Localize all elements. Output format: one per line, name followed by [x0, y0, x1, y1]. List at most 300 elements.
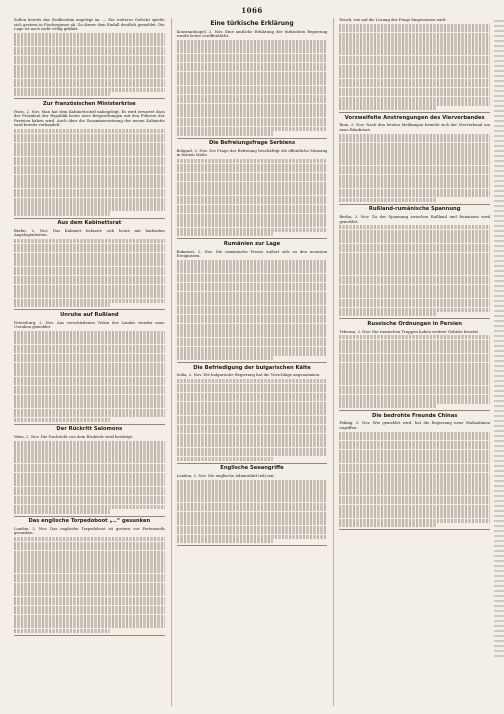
text-line	[14, 276, 165, 280]
text-line	[177, 306, 328, 310]
text-line	[177, 86, 328, 90]
text-line	[339, 69, 490, 73]
article-heading: Unruhe auf Rußland	[60, 311, 119, 318]
text-line	[339, 349, 490, 353]
text-line	[177, 81, 328, 85]
text-line	[177, 452, 328, 456]
text-line	[177, 44, 328, 48]
text-line	[177, 191, 328, 195]
article-heading: Aus dem Kabinettsrat	[57, 220, 122, 227]
text-line	[177, 182, 328, 186]
text-line	[177, 76, 328, 80]
columns	[14, 18, 490, 706]
text-line	[177, 484, 328, 488]
text-line	[339, 367, 490, 371]
text-line	[14, 482, 165, 486]
text-line	[339, 344, 490, 348]
text-line	[339, 276, 490, 280]
article-paragraph: Druck, wie auf die Lösung der Frage hingewiesen wird.	[339, 18, 447, 22]
text-line	[177, 164, 328, 168]
text-line	[177, 429, 328, 433]
article-paragraph: Belgrad, 2. Nov. Die Frage der Befreiung beschäftigt die öffentliche Meinung in hohem Maße.	[176, 147, 328, 158]
text-line	[339, 523, 435, 527]
text-line	[177, 283, 328, 287]
text-line	[339, 299, 490, 303]
text-line	[339, 280, 490, 284]
text-line	[177, 131, 273, 135]
text-line	[177, 333, 328, 337]
text-line	[339, 189, 490, 193]
text-line	[177, 228, 328, 232]
article-paragraph: Paris, 2. Nov. Man hat dem Kabinettschef nahegelegt. Es wird erwartet dass der Präsident der Republik heute neue Besprechungen mit den Führern der Parteien haben wird. Auch über die Zusammensetzung des neuen Kabinetts wird bereits verhandelt.	[14, 108, 165, 128]
text-line	[339, 266, 490, 270]
text-line	[14, 303, 110, 307]
article-paragraph: Sollen bereits das Zivilkostüm angelegt an. — Ein weiteres Gefecht spielte sich gestern in Fischergasse ab. Zu dieser dem Einfall deutlich gemeldet. Die Lage ist noch nicht völlig geklärt.	[14, 18, 165, 32]
text-line	[339, 450, 490, 454]
text-line	[339, 170, 490, 174]
text-line	[177, 434, 328, 438]
text-line	[177, 535, 328, 539]
page-edge-ruler	[494, 20, 504, 660]
text-line	[14, 578, 165, 582]
text-line	[177, 54, 328, 58]
text-line	[14, 367, 165, 371]
text-line	[177, 72, 328, 76]
text-line	[14, 619, 165, 623]
text-line	[14, 289, 165, 293]
text-line	[177, 122, 328, 126]
text-line	[339, 92, 490, 96]
text-line	[339, 88, 490, 92]
text-line	[14, 413, 165, 417]
text-line	[339, 101, 490, 105]
text-line	[339, 248, 490, 252]
text-line	[14, 138, 165, 142]
text-line	[14, 189, 165, 193]
article-paragraph: Petersburg, 2. Nov. Aus verschiedenen Teilen des Landes werden neue Unruhen gemeldet.	[14, 319, 165, 330]
section-divider	[339, 112, 490, 113]
text-line	[14, 491, 165, 495]
text-line	[339, 399, 490, 403]
text-line	[177, 269, 328, 273]
text-line	[14, 464, 165, 468]
text-line	[177, 379, 328, 383]
column-1	[14, 18, 165, 706]
text-line	[339, 395, 490, 399]
text-line	[339, 500, 490, 504]
text-line	[339, 193, 490, 197]
text-line	[14, 244, 165, 248]
text-line	[177, 301, 328, 305]
text-line	[14, 166, 165, 170]
text-line	[14, 542, 165, 546]
text-line	[14, 450, 165, 454]
text-line	[14, 211, 110, 215]
article-heading: Das englische Torpedoboot „..“ gesunken	[28, 518, 151, 525]
text-line	[14, 569, 165, 573]
text-line	[339, 161, 490, 165]
text-line	[339, 60, 490, 64]
text-line	[14, 239, 165, 243]
text-line	[177, 205, 328, 209]
column-2	[171, 18, 328, 706]
text-line	[339, 294, 490, 298]
text-line	[177, 99, 328, 103]
text-line	[339, 239, 490, 243]
page-number: 1066	[241, 6, 263, 15]
text-line	[177, 356, 273, 360]
text-line	[14, 574, 165, 578]
text-line	[177, 347, 328, 351]
article-heading: Zur französischen Ministerkrise	[43, 100, 136, 107]
text-line	[14, 129, 165, 133]
text-line	[339, 230, 490, 234]
text-line	[339, 285, 490, 289]
text-line	[339, 376, 490, 380]
text-line	[177, 274, 328, 278]
text-line	[177, 296, 328, 300]
text-line	[177, 104, 328, 108]
text-line	[14, 345, 165, 349]
text-line	[339, 37, 490, 41]
text-line	[177, 118, 328, 122]
text-line	[14, 468, 165, 472]
text-line	[14, 147, 165, 151]
text-line	[14, 193, 165, 197]
text-line	[339, 152, 490, 156]
text-line	[14, 624, 165, 628]
text-line	[177, 310, 328, 314]
text-line	[177, 127, 328, 131]
text-line	[14, 134, 165, 138]
text-line	[14, 202, 165, 206]
text-line	[177, 58, 328, 62]
section-divider	[14, 516, 165, 517]
text-line	[177, 186, 328, 190]
text-line	[339, 24, 490, 28]
text-line	[14, 546, 165, 550]
text-line	[339, 166, 490, 170]
text-line	[14, 473, 165, 477]
text-line	[177, 168, 328, 172]
text-line	[14, 267, 165, 271]
text-line	[14, 262, 165, 266]
text-line	[339, 262, 490, 266]
article-heading: Rumänien zur Lage	[223, 240, 281, 247]
text-line	[14, 65, 165, 69]
text-line	[177, 489, 328, 493]
text-line	[14, 83, 165, 87]
text-line	[14, 509, 110, 513]
text-line	[14, 399, 165, 403]
text-line	[339, 42, 490, 46]
text-line	[14, 537, 165, 541]
section-divider	[177, 545, 328, 546]
text-line	[177, 384, 328, 388]
text-line	[177, 530, 328, 534]
text-line	[14, 79, 165, 83]
text-line	[14, 505, 165, 509]
article-paragraph: Wien, 2. Nov. Die Nachricht von dem Rücktritt wird bestätigt.	[14, 434, 134, 440]
text-line	[339, 482, 490, 486]
text-line	[177, 90, 328, 94]
text-line	[14, 404, 165, 408]
article-heading: Der Rückritt Salomons	[56, 426, 123, 433]
text-line	[339, 509, 490, 513]
section-divider	[14, 424, 165, 425]
text-line	[177, 480, 328, 484]
text-line	[177, 200, 328, 204]
text-line	[339, 459, 490, 463]
text-line	[14, 335, 165, 339]
text-line	[339, 46, 490, 50]
text-line	[14, 597, 165, 601]
text-line	[339, 491, 490, 495]
section-divider	[14, 309, 165, 310]
text-line	[14, 629, 110, 633]
text-line	[177, 113, 328, 117]
article-heading: Die Befriedigung der bulgarischen Kälte	[193, 364, 311, 371]
text-line	[339, 354, 490, 358]
text-line	[14, 299, 165, 303]
newspaper-page	[14, 6, 490, 706]
section-divider	[177, 463, 328, 464]
text-line	[339, 486, 490, 490]
text-line	[14, 42, 165, 46]
text-line	[14, 395, 165, 399]
text-line	[14, 500, 165, 504]
text-line	[14, 280, 165, 284]
text-line	[339, 97, 490, 101]
text-line	[339, 390, 490, 394]
text-line	[14, 409, 165, 413]
text-line	[14, 179, 165, 183]
text-line	[14, 285, 165, 289]
text-line	[14, 271, 165, 275]
text-line	[14, 51, 165, 55]
text-line	[14, 207, 165, 211]
text-line	[339, 468, 490, 472]
text-line	[339, 56, 490, 60]
text-line	[14, 560, 165, 564]
text-line	[14, 610, 165, 614]
text-line	[14, 390, 165, 394]
section-divider	[177, 238, 328, 239]
text-line	[14, 477, 165, 481]
text-line	[339, 372, 490, 376]
text-line	[339, 335, 490, 339]
text-line	[14, 592, 165, 596]
text-line	[177, 209, 328, 213]
section-divider	[339, 318, 490, 319]
text-line	[339, 505, 490, 509]
text-line	[14, 354, 165, 358]
text-line	[14, 248, 165, 252]
text-line	[177, 503, 328, 507]
text-line	[177, 539, 273, 543]
text-line	[339, 464, 490, 468]
text-line	[177, 324, 328, 328]
section-divider	[14, 635, 165, 636]
text-line	[339, 253, 490, 257]
text-line	[339, 454, 490, 458]
text-line	[339, 432, 490, 436]
text-line	[339, 33, 490, 37]
text-line	[14, 601, 165, 605]
text-line	[14, 418, 110, 422]
text-line	[14, 487, 165, 491]
article-heading: Englische Seeangriffe	[220, 465, 284, 472]
text-line	[14, 257, 165, 261]
article-heading: Die Befreiungsfrage Serbiens	[208, 140, 296, 147]
text-line	[14, 555, 165, 559]
text-line	[14, 170, 165, 174]
article-heading: Die bedrohte Freunde Chinas	[372, 412, 458, 419]
text-line	[339, 184, 490, 188]
text-line	[339, 496, 490, 500]
text-line	[339, 303, 490, 307]
text-line	[177, 287, 328, 291]
text-line	[177, 388, 328, 392]
text-line	[177, 40, 328, 44]
text-line	[339, 363, 490, 367]
text-line	[14, 175, 165, 179]
text-line	[177, 493, 328, 497]
text-line	[339, 514, 490, 518]
article-paragraph: Berlin, 2. Nov. Das Kabinett befasste sich heute mit laufenden Angelegenheiten.	[14, 227, 165, 238]
text-line	[339, 386, 490, 390]
text-line	[14, 587, 165, 591]
text-line	[14, 152, 165, 156]
text-line	[339, 79, 490, 83]
section-divider	[14, 98, 165, 99]
text-line	[339, 198, 435, 202]
text-line	[177, 223, 328, 227]
text-line	[14, 56, 165, 60]
text-line	[14, 88, 165, 92]
article-heading: Eine türkische Erklärung	[210, 20, 294, 27]
text-line	[177, 351, 328, 355]
text-line	[177, 319, 328, 323]
text-line	[14, 606, 165, 610]
text-line	[14, 74, 165, 78]
section-divider	[339, 410, 490, 411]
text-line	[339, 257, 490, 261]
article-paragraph: London, 2. Nov. Die englische Admiralität teilt mit.	[176, 473, 275, 479]
text-line	[339, 234, 490, 238]
text-line	[14, 372, 165, 376]
section-divider	[14, 218, 165, 219]
text-line	[177, 393, 328, 397]
article-paragraph: London, 2. Nov. Das englische Torpedoboot ist gestern vor Portsmouth gesunken.	[14, 525, 165, 536]
text-line	[339, 441, 490, 445]
text-line	[339, 83, 490, 87]
text-line	[14, 615, 165, 619]
text-line	[339, 179, 490, 183]
article-paragraph: Peking, 2. Nov. Wie gemeldet wird, hat die Regierung neue Maßnahmen ergriffen.	[339, 420, 491, 430]
text-line	[177, 278, 328, 282]
text-line	[14, 253, 165, 257]
text-line	[14, 161, 165, 165]
text-line	[177, 425, 328, 429]
text-line	[14, 564, 165, 568]
text-line	[14, 377, 165, 381]
text-line	[177, 67, 328, 71]
text-line	[177, 521, 328, 525]
text-line	[14, 363, 165, 367]
text-line	[177, 49, 328, 53]
text-line	[339, 404, 435, 408]
text-line	[177, 292, 328, 296]
section-divider	[339, 204, 490, 205]
article-paragraph: Berlin, 2. Nov. Zu der Spannung zwischen Rußland und Rumänien wird gemeldet.	[339, 214, 491, 224]
text-line	[14, 454, 165, 458]
article-heading: Russische Ordnungen in Persien	[367, 320, 462, 327]
text-line	[14, 157, 165, 161]
text-line	[339, 65, 490, 69]
text-line	[14, 184, 165, 188]
text-line	[177, 214, 328, 218]
text-line	[177, 406, 328, 410]
text-line	[177, 315, 328, 319]
text-line	[14, 583, 165, 587]
article-paragraph: Sofia, 2. Nov. Die bulgarische Regierung hat die Vorschläge angenommen.	[176, 372, 321, 378]
text-line	[339, 312, 435, 316]
text-line	[339, 477, 490, 481]
text-line	[339, 244, 490, 248]
text-line	[339, 381, 490, 385]
text-line	[339, 445, 490, 449]
text-line	[339, 51, 490, 55]
text-line	[177, 108, 328, 112]
text-line	[177, 420, 328, 424]
text-line	[14, 294, 165, 298]
text-line	[177, 498, 328, 502]
text-line	[339, 138, 490, 142]
text-line	[177, 512, 328, 516]
text-line	[14, 441, 165, 445]
text-line	[177, 338, 328, 342]
text-line	[339, 28, 490, 32]
article-paragraph: Bukarest, 2. Nov. Die rumänische Presse äußert sich zu den neuesten Ereignissen.	[176, 248, 328, 259]
text-line	[14, 551, 165, 555]
text-line	[339, 340, 490, 344]
text-line	[339, 175, 490, 179]
text-line	[339, 289, 490, 293]
text-line	[14, 69, 165, 73]
text-line	[177, 159, 328, 163]
text-line	[339, 358, 490, 362]
text-line	[14, 33, 165, 37]
article-heading: Rußland-rumänische Spannung	[368, 206, 461, 213]
text-line	[177, 260, 328, 264]
text-line	[177, 516, 328, 520]
text-line	[339, 143, 490, 147]
text-line	[14, 37, 165, 41]
text-line	[177, 63, 328, 67]
text-line	[14, 340, 165, 344]
text-line	[14, 459, 165, 463]
text-line	[177, 397, 328, 401]
section-divider	[177, 138, 328, 139]
text-line	[14, 496, 165, 500]
text-line	[177, 402, 328, 406]
article-paragraph: Teheran, 2. Nov. Die russischen Truppen haben weitere Gebiete besetzt.	[339, 328, 480, 334]
text-line	[339, 106, 435, 110]
text-line	[14, 445, 165, 449]
text-line	[177, 196, 328, 200]
text-line	[177, 438, 328, 442]
